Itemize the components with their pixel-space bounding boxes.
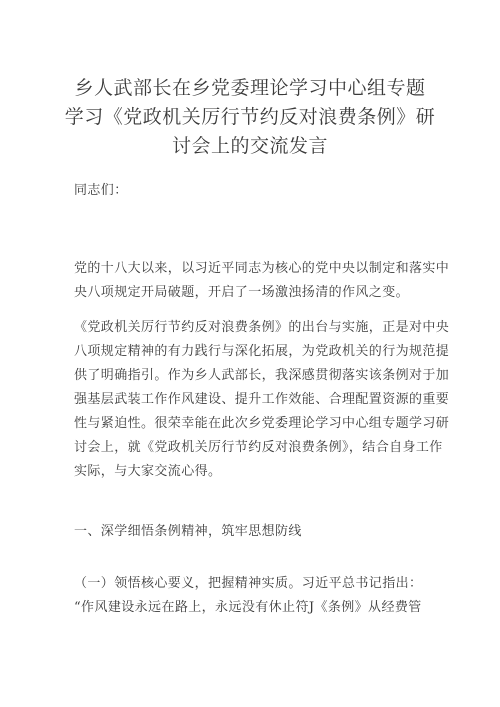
paragraph-background <box>74 316 450 484</box>
section-heading-text: 一、深学细悟条例精神，筑牢思想防线 <box>74 524 302 539</box>
paragraph-line: 讨会上，就《党政机关厉行节约反对浪费条例》，结合自身工作 <box>74 440 443 455</box>
paragraph-line: 实际，与大家交流心得。 <box>74 464 222 479</box>
paragraph-line: （一）领悟核心要义，把握精神实质。习近平总书记指出： <box>74 576 423 591</box>
paragraph-line: 供了明确指引。作为乡人武部长，我深感贯彻落实该条例对于加 <box>74 368 450 383</box>
title-line: 讨会上的交流发言 <box>171 135 328 157</box>
paragraph-line: “作风建设永远在路上，永远没有休止符J《条例》从经费管 <box>74 600 422 615</box>
paragraph-line: 《党政机关厉行节约反对浪费条例》的出台与实施，正是对中央 <box>74 320 450 335</box>
paragraph-line: 强基层武装工作作风建设、提升工作效能、合理配置资源的重要 <box>74 392 450 407</box>
paragraph-line: 八项规定精神的有力践行与深化拓展，为党政机关的行为规范提 <box>74 344 450 359</box>
paragraph-line: 性与紧迫性。很荣幸能在此次乡党委理论学习中心组专题学习研 <box>74 416 450 431</box>
paragraph-line: 党的十八大以来，以习近平同志为核心的党中央以制定和落实中 <box>74 261 450 276</box>
greeting-text: 同志们： <box>74 183 128 198</box>
greeting <box>74 179 434 203</box>
paragraph-intro <box>74 257 450 305</box>
paragraph-subsection <box>74 572 434 620</box>
document-title <box>60 74 440 161</box>
title-line: 学习《党政机关厉行节约反对浪费条例》研 <box>64 106 436 128</box>
paragraph-line: 央八项规定开局破题，开启了一场激浊扬清的作风之变。 <box>74 285 410 300</box>
title-line: 乡人武部长在乡党委理论学习中心组专题 <box>74 77 426 99</box>
section-heading <box>74 520 434 544</box>
